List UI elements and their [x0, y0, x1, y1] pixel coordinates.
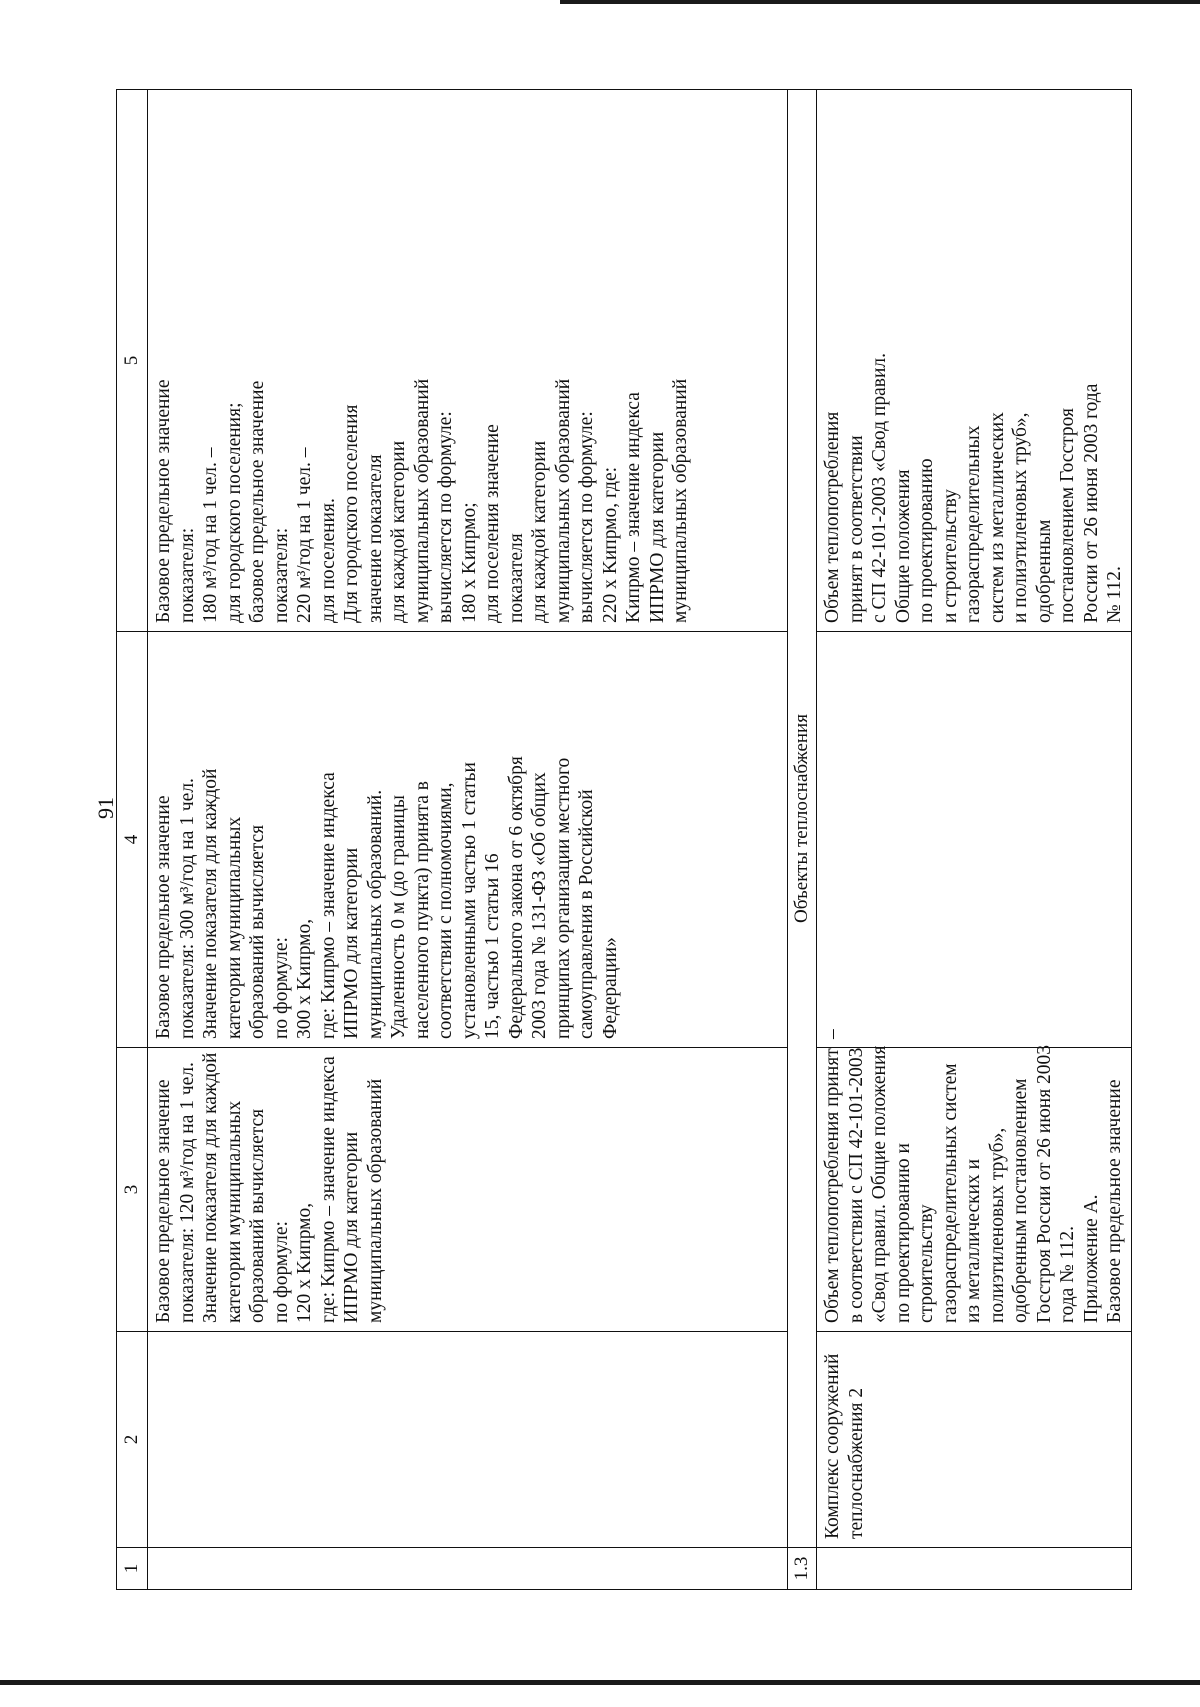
text-line: муниципальных образований	[670, 378, 691, 623]
text-line: для поселения значение	[482, 424, 503, 623]
text-line: принципах организации местного	[552, 757, 574, 1039]
header-row	[117, 90, 148, 1590]
text-line: для каждой категории	[529, 440, 550, 623]
rotated-table-sheet	[116, 90, 1132, 1590]
text-line: показателя:	[270, 527, 292, 623]
text-line: категории муниципальных	[223, 816, 245, 1039]
cell-4	[817, 632, 1132, 1048]
text-line: ИПРМО для категории	[341, 847, 362, 1039]
text-line: 120 x Kипрмо,	[294, 1202, 315, 1323]
bottom-scan-edge	[0, 1680, 1200, 1685]
text-line: вычисляется по формуле:	[435, 411, 456, 623]
header-col-2: 2	[117, 1332, 148, 1548]
text-line: № 112.	[1104, 566, 1125, 623]
page-number: 91	[93, 797, 118, 819]
text-line: образований вычисляется	[247, 1108, 268, 1323]
text-line: Федерального закона от 6 октября	[505, 756, 527, 1039]
cell-4	[148, 632, 788, 1048]
cell-3	[148, 1048, 788, 1332]
text-line: Госстроя России от 26 июня 2003	[1033, 1044, 1055, 1323]
section-number: 1.3	[788, 1548, 817, 1590]
text-line: «Свод правил. Общие положения	[869, 1045, 890, 1323]
text-line: Значение показателя для каждой	[200, 768, 221, 1039]
text-line: Объем теплопотребления принят	[822, 1048, 843, 1323]
cell-5	[148, 90, 788, 632]
text-line: значение показателя	[364, 454, 386, 623]
text-line: России от 26 июня 2003 года	[1080, 383, 1102, 623]
text-line: для каждой категории	[388, 440, 409, 623]
text-line: по формуле:	[270, 1221, 292, 1323]
text-line: Удаленность 0 м (до границы	[388, 795, 409, 1039]
text-line: вычисляется по формуле:	[576, 411, 597, 623]
text-line: образований вычисляется	[247, 824, 268, 1039]
text-line: теплоснабжения 2	[845, 1387, 867, 1539]
text-line: Общие положения	[892, 469, 914, 623]
text-line: где: Kипрмо – значение индекса	[317, 772, 339, 1039]
text-line: Базовое предельное значение	[153, 379, 174, 623]
text-line: по проектированию и	[892, 1143, 914, 1323]
cell-2	[817, 1332, 1132, 1548]
text-line: строительству	[916, 1204, 937, 1323]
text-line: систем из металлических	[986, 412, 1008, 623]
text-line: по проектированию	[916, 458, 937, 623]
text-line: Kипрмо – значение индекса	[623, 392, 644, 623]
text-line: установленными частью 1 статьи	[458, 762, 480, 1039]
text-line: Базовое предельное значение	[153, 795, 174, 1039]
text-line: самоуправления в Российской	[576, 789, 597, 1039]
text-line: где: Kипрмо – значение индекса	[317, 1056, 339, 1323]
text-line: 180 м³/год на 1 чел. –	[200, 447, 221, 623]
section-title: Объекты теплоснабжения	[788, 90, 817, 1548]
header-col-4: 4	[117, 632, 148, 1048]
cell-1	[817, 1548, 1132, 1590]
text-line: газораспределительных	[963, 425, 984, 623]
text-line: Для городского поселения	[341, 404, 362, 623]
text-line: Приложение А.	[1080, 1194, 1102, 1323]
text-line: для поселения.	[317, 498, 339, 623]
text-line: одобренным	[1033, 519, 1055, 623]
table-row	[817, 90, 1132, 1590]
text-line: ИПРМО для категории	[341, 1131, 362, 1323]
norms-table	[116, 89, 1132, 1590]
text-line: ИПРМО для категории	[646, 431, 668, 623]
header-col-1: 1	[117, 1548, 148, 1590]
text-line: года № 112.	[1057, 1225, 1078, 1323]
text-line: –	[822, 1029, 843, 1039]
text-line: показателя	[505, 533, 527, 623]
text-line: 180 x Kипрмо;	[458, 502, 480, 623]
header-col-3: 3	[117, 1048, 148, 1332]
text-line: муниципальных образований	[552, 378, 574, 623]
text-line: для городского поселения;	[223, 402, 245, 623]
text-line: и строительству	[939, 489, 961, 623]
text-line: из металлических и	[963, 1158, 984, 1323]
text-line: показателя: 120 м³/год на 1 чел.	[176, 1062, 198, 1323]
text-line: 220 x Kипрмо, где:	[599, 466, 621, 623]
text-line: полиэтиленовых труб»,	[986, 1127, 1008, 1323]
text-line: с СП 42-101-2003 «Свод правил.	[869, 352, 890, 623]
text-line: 2003 года № 131-ФЗ «Об общих	[529, 772, 550, 1039]
text-line: базовое предельное значение	[247, 380, 268, 623]
text-line: по формуле:	[270, 937, 292, 1039]
cell-2	[148, 1332, 788, 1548]
cell-3	[817, 1044, 1132, 1332]
text-line: Базовое предельное значение	[153, 1079, 174, 1323]
text-line: муниципальных образований	[411, 378, 433, 623]
text-line: Объем теплопотребления	[822, 411, 843, 623]
text-line: в соответствии с СП 42-101-2003	[845, 1047, 867, 1323]
text-line: муниципальных образований.	[364, 789, 386, 1039]
table-row-continued	[148, 90, 788, 1590]
section-row	[788, 90, 817, 1590]
text-line: одобренным постановлением	[1010, 1078, 1031, 1323]
text-line: показателя:	[176, 527, 198, 623]
text-line: газораспределительных систем	[939, 1063, 961, 1323]
text-line: категории муниципальных	[223, 1100, 245, 1323]
text-line: населенного пункта) принята в	[411, 781, 433, 1039]
text-line: Федерации»	[599, 937, 621, 1039]
text-line: соответствии с полномочиями,	[435, 782, 456, 1039]
cell-1	[148, 1548, 788, 1590]
text-line: Комплекс сооружений	[822, 1353, 843, 1539]
text-line: 220 м³/год на 1 чел. –	[294, 447, 315, 623]
text-line: 300 x Kипрмо,	[294, 918, 315, 1039]
text-line: Значение показателя для каждой	[200, 1052, 221, 1323]
text-line: показателя: 300 м³/год на 1 чел.	[176, 778, 198, 1039]
text-line: постановлением Госстроя	[1057, 408, 1078, 623]
text-line: принят в соответствии	[845, 435, 867, 623]
text-line: 15, частью 1 статьи 16	[482, 853, 503, 1039]
top-scan-edge	[560, 0, 1200, 4]
header-col-5: 5	[117, 90, 148, 632]
text-line: и полиэтиленовых труб»,	[1010, 412, 1031, 623]
text-line: муниципальных образований	[364, 1078, 386, 1323]
text-line: Базовое предельное значение	[1104, 1079, 1125, 1323]
cell-5	[817, 90, 1132, 632]
